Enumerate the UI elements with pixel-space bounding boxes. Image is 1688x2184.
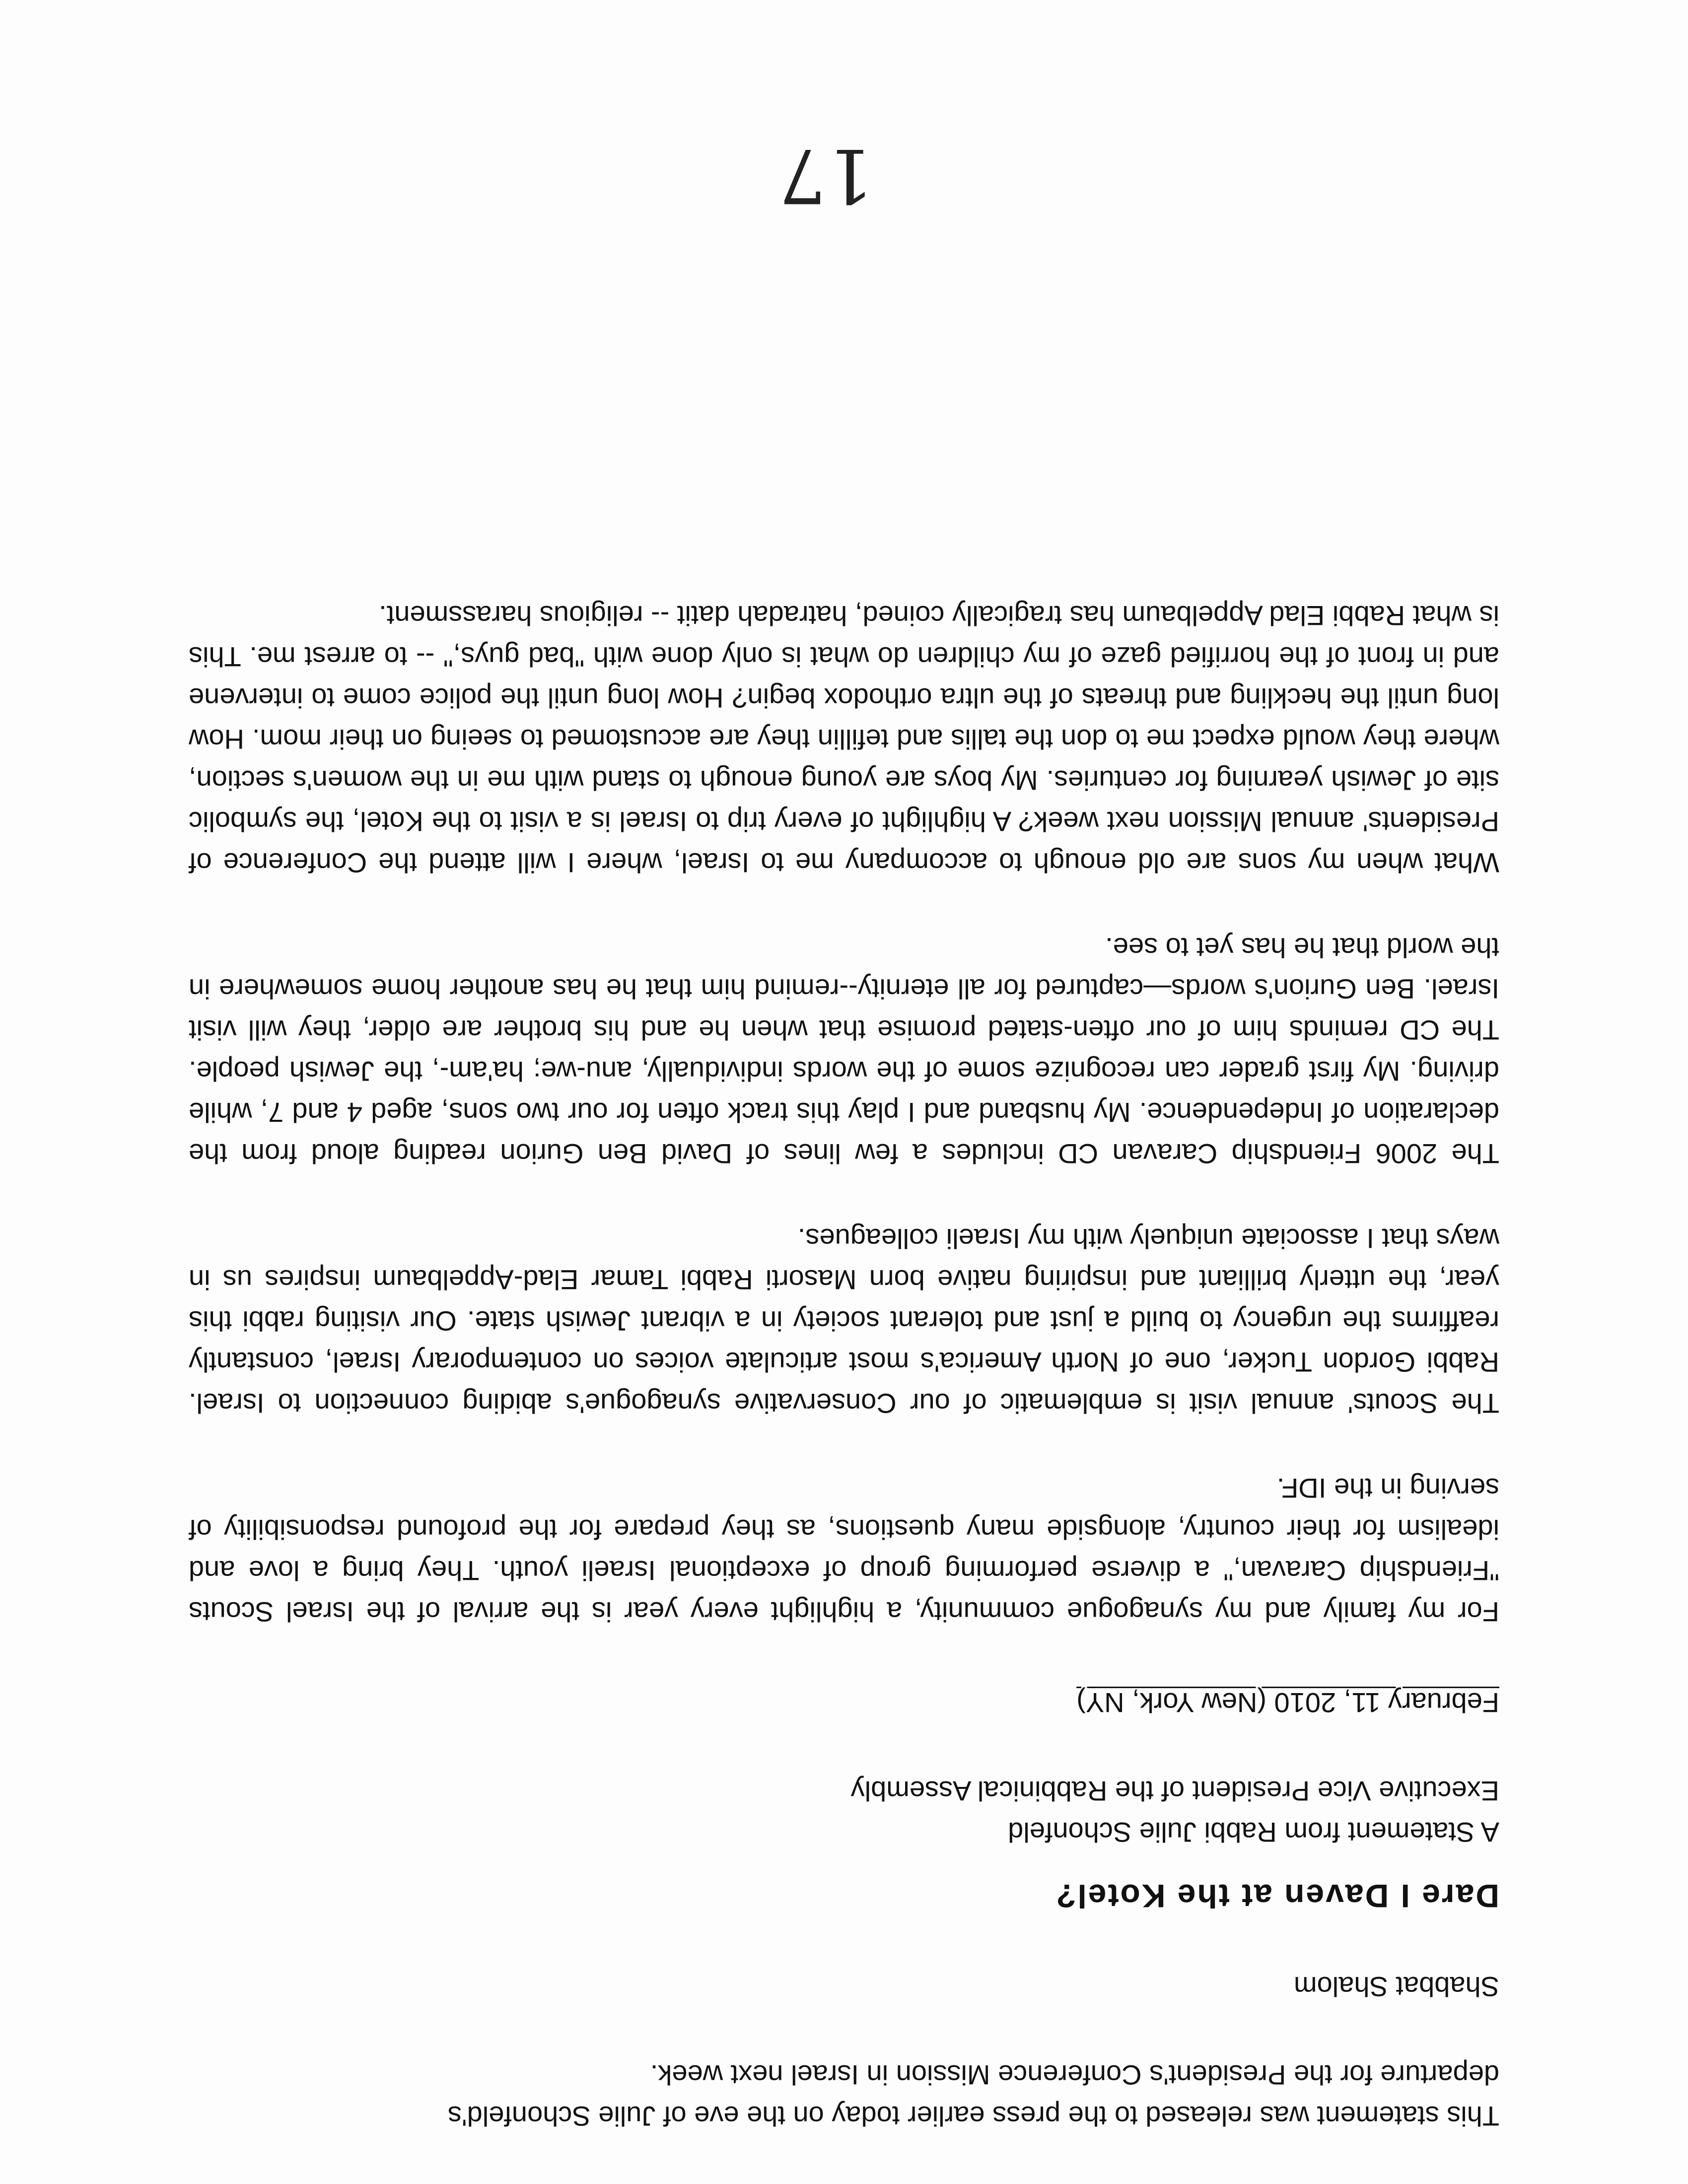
greeting: Shabbat Shalom — [1293, 1971, 1499, 2002]
statement-body — [189, 595, 1499, 2137]
paragraph-scouts-visit: The Scouts' annual visit is emblematic of our Conservative synagogue's abiding connection to Israel. Rabbi Gordon Tucker, one of North America's most articulate voices on contemporary Israel, constantly reaffirms the urgency to build a just and tolerant society in a vibrant Jewish state. Our visiting rabbi this year, the utterly brilliant and inspiring native born Masorti Rabbi Tamar Elad-Appelbaum inspires us in ways that I associate uniquely with my Israeli colleagues. — [189, 1223, 1499, 1419]
handwritten-page-number: 17 — [779, 132, 874, 218]
byline-role: Executive Vice President of the Rabbinical Assembly — [850, 1775, 1499, 1807]
press-release-intro — [189, 2054, 1499, 2137]
statement-title: Dare I Daven at the Kotel? — [1055, 1878, 1499, 1914]
paragraph-caravan-cd: The 2006 Friendship Caravan CD includes a few lines of David Ben Gurion reading aloud from the declaration of Independence. My husband and I play this track often for our two sons, aged 4 and 7, while driving. My first grader can recognize some of the words individually, anu-we; ha'am-, the Jewish people. The CD reminds him of our often-stated promise that when he and his brother are older, they will visit Israel. Ben Gurion's words—captured for all eternity--remind him that he has another home somewhere in the world that he has yet to see. — [189, 932, 1499, 1169]
paragraph-kotel: What when my sons are old enough to accompany me to Israel, where I will attend the Conference of Presidents' annual Mission next week? A highlight of every trip to Israel is a visit to the Kotel, the symbolic site of Jewish yearning for centuries. My boys are young enough to stand with me in the women's section, where they would expect me to don the tallis and tefillin they are accustomed to seeing on their mom. How long until the heckling and threats of the ultra orthodox begin? How long until the police come to intervene and in front of the horrified gaze of my children do what is only done with "bad guys," -- to arrest me. This is what Rabbi Elad Appelbaum has tragically coined, hatradah datit -- religious harassment. — [189, 600, 1499, 879]
byline-author: A Statement from Rabbi Julie Schonfeld — [1008, 1817, 1499, 1848]
intro-line-2: departure for the President's Conference Mission in Israel next week. — [650, 2059, 1499, 2091]
intro-line-1: This statement was released to the press earlier today on the eve of Julie Schonfeld's — [447, 2101, 1499, 2132]
dateline: February 11, 2010 (New York, NY) — [1076, 1687, 1499, 1718]
paragraph-friendship-caravan: For my family and my synagogue community, a highlight every year is the arrival of the Israel Scouts "Friendship Caravan," a diverse performing group of exceptional Israeli youth. They bring a love and idealism for their country, alongside many questions, as they prepare for the profound responsibility of serving in the IDF. — [189, 1473, 1499, 1628]
